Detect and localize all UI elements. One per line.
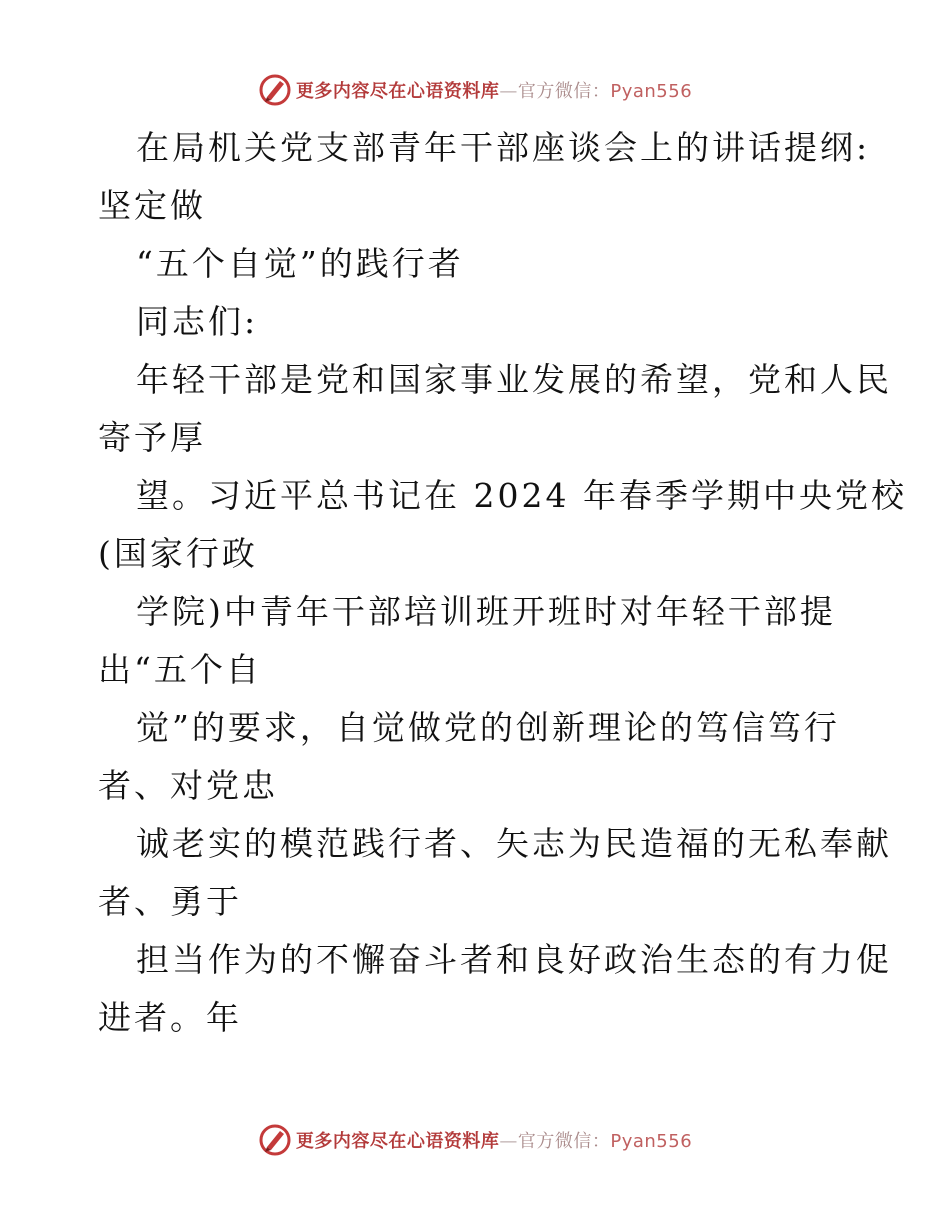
paragraph-line: 学院)中青年干部培训班开班时对年轻干部提 <box>136 592 836 631</box>
banner-colon: ： <box>591 81 611 102</box>
paragraph-line: (国家行政 <box>98 534 258 573</box>
banner-official-wechat: 官方微信 <box>517 81 592 102</box>
title-line-1: 在局机关党支部青年干部座谈会上的讲话提纲: <box>136 128 871 167</box>
banner-site-name: 更多内容尽在心语资料库 <box>295 81 500 102</box>
paragraph-line: 进者。年 <box>98 998 242 1037</box>
banner-text <box>296 77 692 103</box>
banner-wechat-id: Pyan556 <box>610 81 693 102</box>
pen-logo-icon <box>258 1123 292 1157</box>
paragraph-line: 出“五个自 <box>98 650 262 689</box>
banner-dash: — <box>499 81 518 102</box>
paragraph-line: 望。习近平总书记在 2024 年春季学期中央党校 <box>136 476 907 515</box>
pen-logo-icon <box>258 73 292 107</box>
banner-dash: — <box>499 1131 518 1152</box>
banner-text <box>296 1127 692 1153</box>
salutation: 同志们: <box>136 302 259 341</box>
paragraph-line: 寄予厚 <box>98 418 206 457</box>
paragraph-line: 者、对党忠 <box>98 766 278 805</box>
paragraph-line: 担当作为的不懈奋斗者和良好政治生态的有力促 <box>136 940 892 979</box>
paragraph-line: 年轻干部是党和国家事业发展的希望，党和人民 <box>136 360 892 399</box>
title-line-2: 坚定做 <box>98 186 206 225</box>
paragraph-line: 觉”的要求，自觉做党的创新理论的笃信笃行 <box>136 708 840 747</box>
paragraph-line: 者、勇于 <box>98 882 242 921</box>
banner-official-wechat: 官方微信 <box>517 1131 592 1152</box>
footer-banner <box>0 1120 950 1160</box>
title-line-3: “五个自觉”的践行者 <box>136 244 464 283</box>
paragraph-line: 诚老实的模范践行者、矢志为民造福的无私奉献 <box>136 824 892 863</box>
banner-wechat-id: Pyan556 <box>610 1131 693 1152</box>
header-banner <box>0 70 950 110</box>
banner-colon: ： <box>591 1131 611 1152</box>
banner-site-name: 更多内容尽在心语资料库 <box>295 1131 500 1152</box>
